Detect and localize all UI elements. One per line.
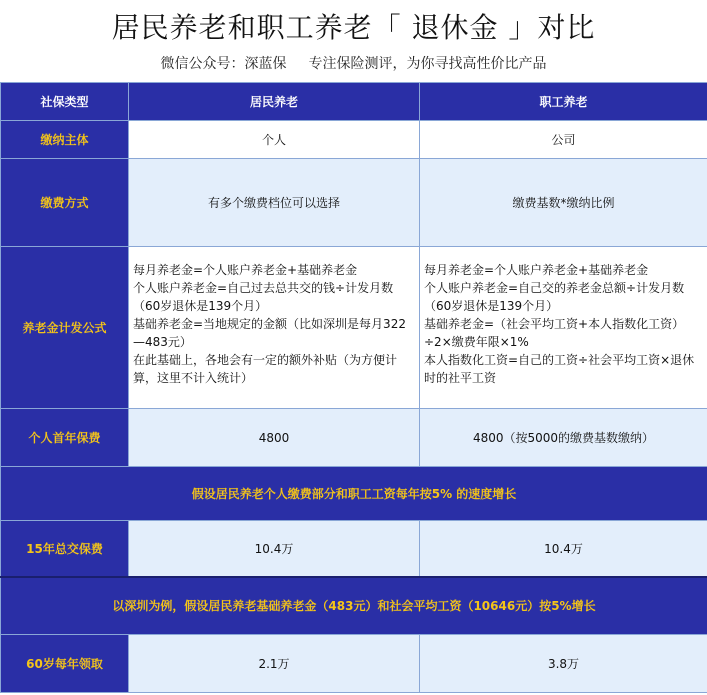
header-resident: 居民养老 (129, 83, 420, 121)
cell-resident: 个人 (129, 121, 420, 159)
table-row (1, 521, 707, 577)
page-title: 居民养老和职工养老「 退休金 」对比 (111, 11, 596, 44)
assumption-banner (1, 577, 707, 635)
cell-employee: 公司 (420, 121, 707, 159)
table-row (1, 409, 707, 467)
header-type: 社保类型 (1, 83, 129, 121)
formula-line: 基础养老金=当地规定的金额（比如深圳是每月322—483元） (133, 317, 406, 349)
subtitle (0, 53, 707, 73)
row-label: 缴费方式 (1, 159, 129, 247)
header-employee: 职工养老 (420, 83, 707, 121)
slogan: 专注保险测评，为你寻找高性价比产品 (308, 56, 547, 72)
cell-resident-formula (129, 247, 420, 409)
formula-line: 个人账户养老金=自己交的养老金总额÷计发月数（60岁退休是139个月） (424, 281, 685, 313)
formula-line: 每月养老金=个人账户养老金+基础养老金 (424, 263, 649, 277)
table-header-row (1, 83, 707, 121)
row-label: 养老金计发公式 (1, 247, 129, 409)
table-row (1, 635, 707, 693)
assumption-banner (1, 467, 707, 521)
formula-line: 个人账户养老金=自己过去总共交的钱÷计发月数（60岁退休是139个月） (133, 281, 394, 313)
formula-line: 每月养老金=个人账户养老金+基础养老金 (133, 263, 358, 277)
cell-employee-formula (420, 247, 707, 409)
cell-resident: 4800 (129, 409, 420, 467)
cell-employee: 10.4万 (420, 521, 707, 577)
row-label: 缴纳主体 (1, 121, 129, 159)
cell-employee: 缴费基数*缴纳比例 (420, 159, 707, 247)
banner-text: 以深圳为例，假设居民养老基础养老金（483元）和社会平均工资（10646元）按5%增长 (1, 577, 707, 635)
table-row (1, 247, 707, 409)
table-row (1, 121, 707, 159)
comparison-table (0, 82, 707, 693)
cell-resident: 有多个缴费档位可以选择 (129, 159, 420, 247)
formula-line: 基础养老金=（社会平均工资+本人指数化工资）÷2×缴费年限×1% (424, 317, 685, 349)
row-label: 15年总交保费 (1, 521, 129, 577)
banner-text: 假设居民养老个人缴费部分和职工工资每年按5% 的速度增长 (1, 467, 707, 521)
cell-employee: 3.8万 (420, 635, 707, 693)
cell-resident: 10.4万 (129, 521, 420, 577)
table-row (1, 159, 707, 247)
row-label: 个人首年保费 (1, 409, 129, 467)
cell-employee: 4800（按5000的缴费基数缴纳） (420, 409, 707, 467)
cell-resident: 2.1万 (129, 635, 420, 693)
formula-line: 在此基础上，各地会有一定的额外补贴（为方便计算，这里不计入统计） (133, 353, 398, 385)
formula-line: 本人指数化工资=自己的工资÷社会平均工资×退休时的社平工资 (424, 353, 695, 385)
row-label: 60岁每年领取 (1, 635, 129, 693)
wechat-account: 微信公众号：深蓝保 (160, 56, 287, 72)
